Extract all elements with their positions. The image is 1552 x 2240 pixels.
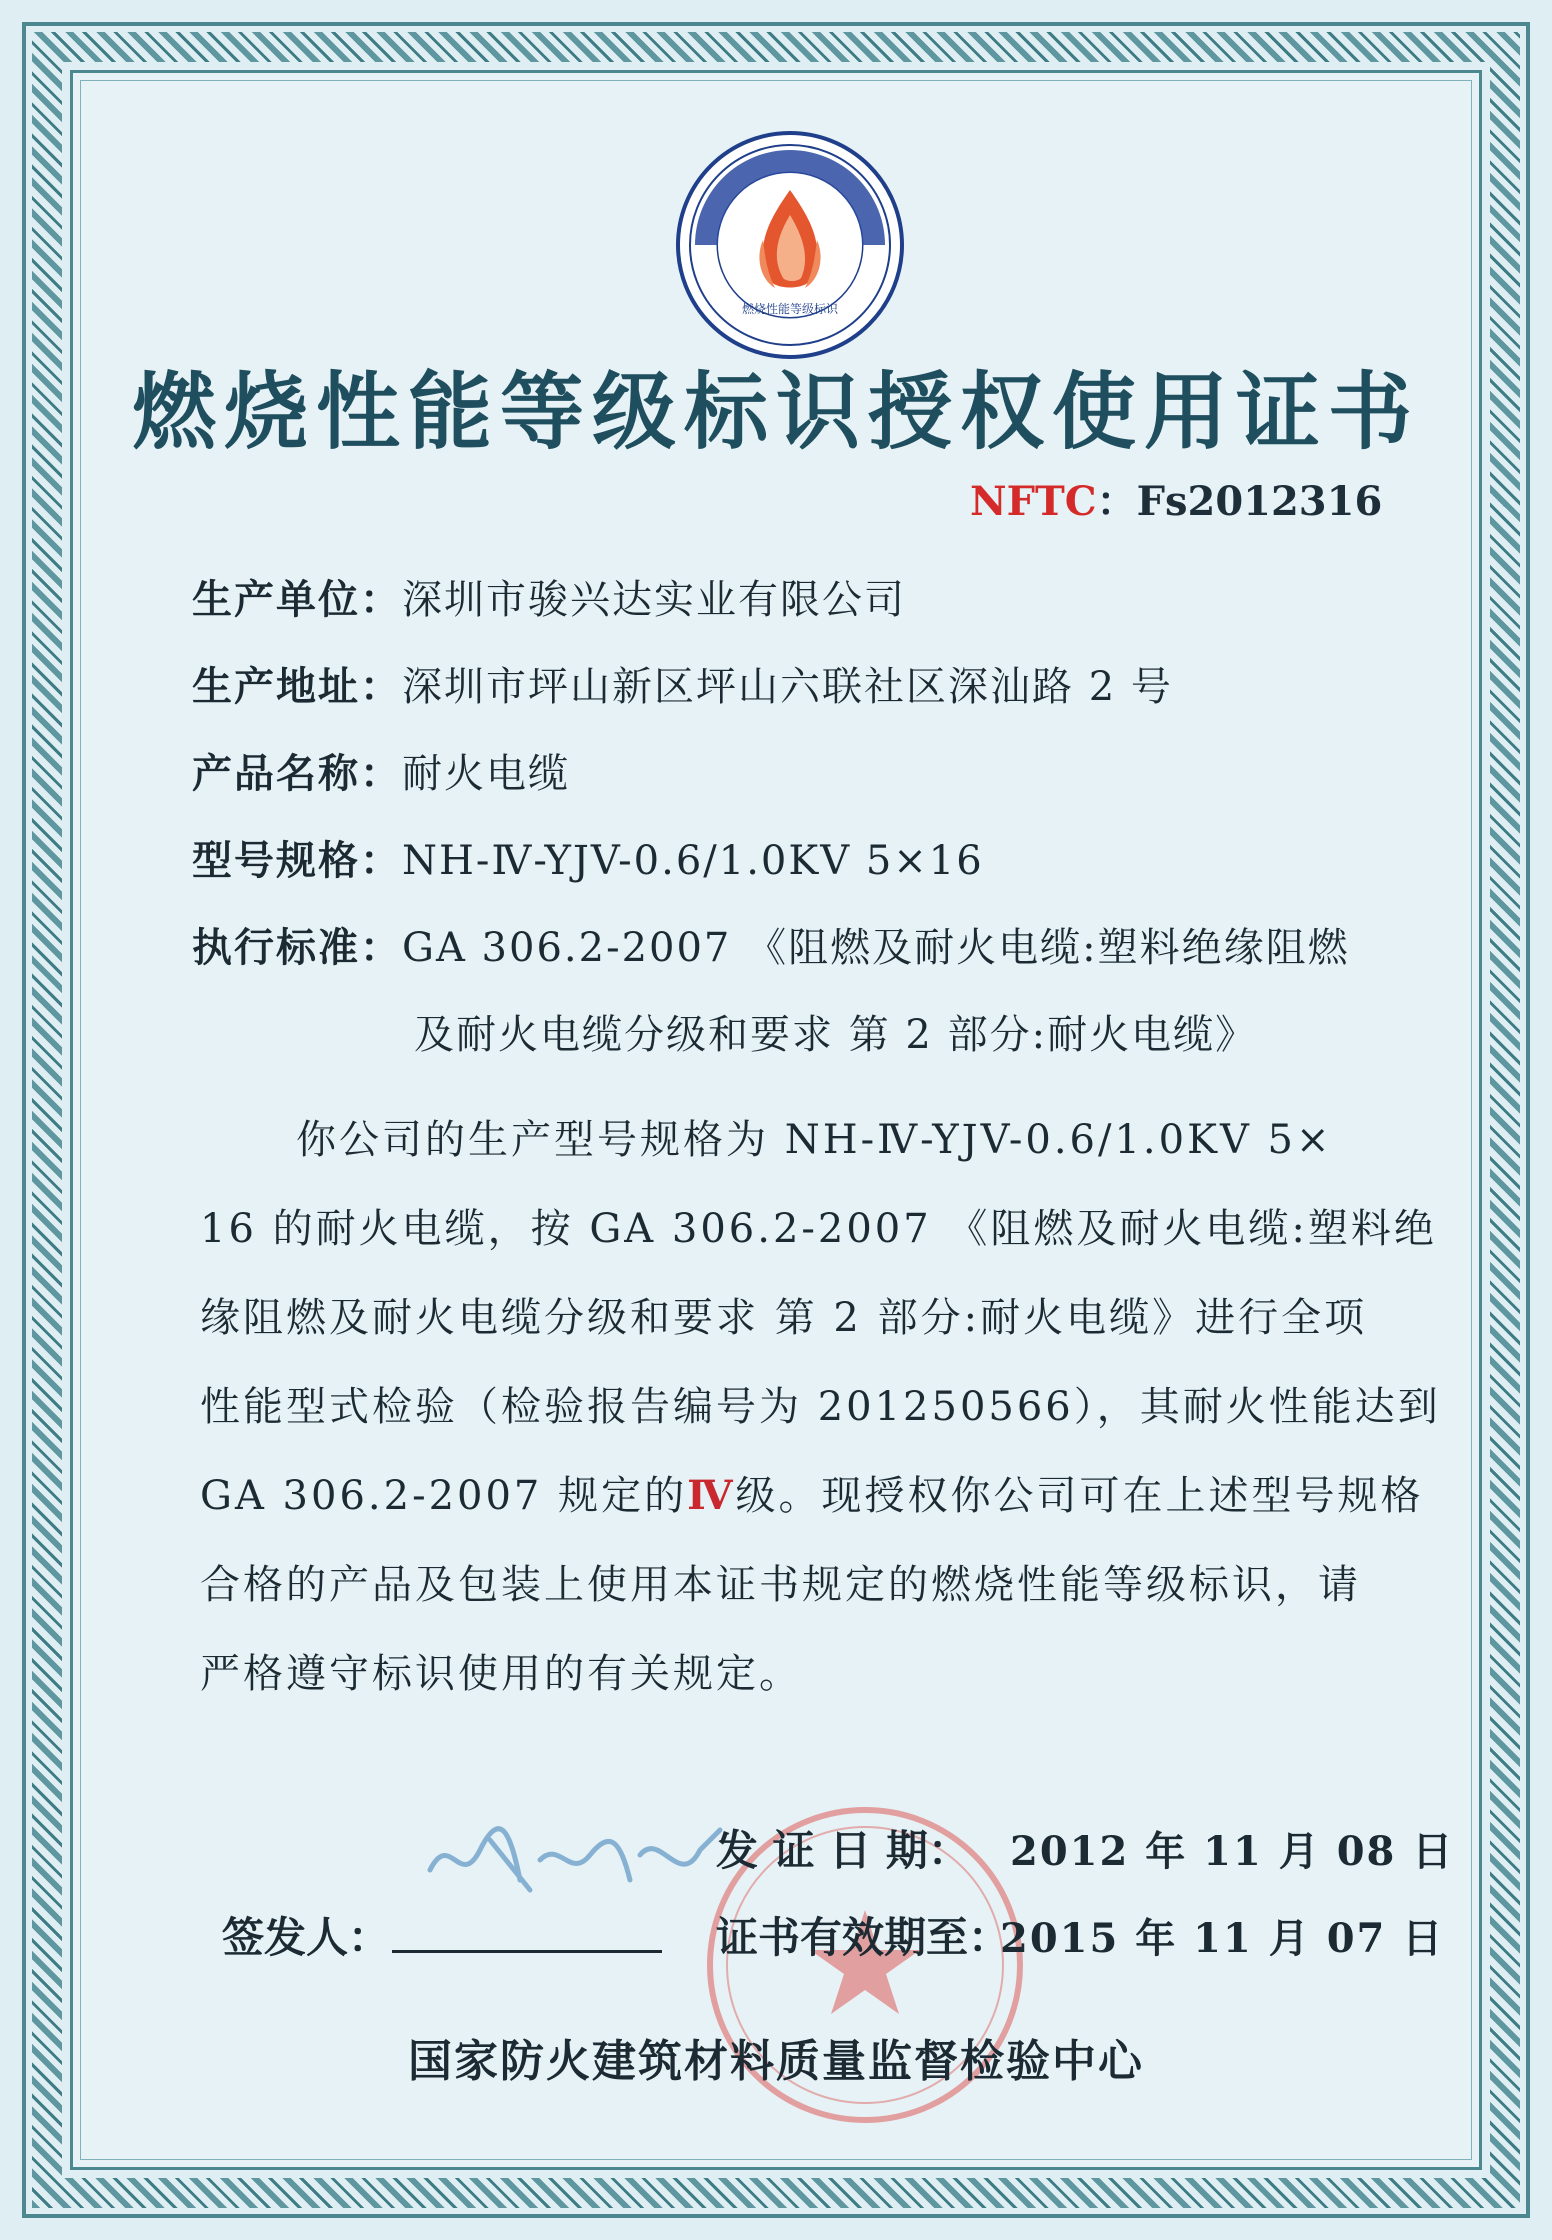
field-product	[192, 742, 570, 799]
body-line-1: 你公司的生产型号规格为 NH-Ⅳ-YJV-0.6/1.0KV 5×	[296, 1117, 1333, 1163]
nftc-seal-logo	[675, 130, 905, 360]
body-line-5-pre: GA 306.2-2007 规定的	[200, 1473, 688, 1519]
seal-bottom-text: 燃烧性能等级标识	[741, 302, 838, 316]
signer-line	[392, 1950, 662, 1953]
field-standard	[192, 916, 1350, 973]
handwritten-signature	[420, 1800, 740, 1910]
field-model-label: 型号规格：	[192, 838, 402, 884]
field-product-label: 产品名称：	[192, 751, 402, 797]
cert-number-value: Fs2012316	[1136, 478, 1383, 525]
cert-number-separator: ：	[1096, 478, 1137, 525]
body-line-3: 缘阻燃及耐火电缆分级和要求 第 2 部分:耐火电缆》进行全项	[200, 1295, 1368, 1341]
certificate-number	[970, 470, 1382, 527]
field-producer-value: 深圳市骏兴达实业有限公司	[402, 577, 906, 623]
cert-number-prefix: NFTC	[970, 478, 1097, 525]
issuing-authority: 国家防火建筑材料质量监督检验中心	[408, 2036, 1144, 2087]
body-line-6: 合格的产品及包装上使用本证书规定的燃烧性能等级标识，请	[200, 1562, 1361, 1608]
field-producer	[192, 568, 906, 625]
body-line-5-post: 级。现授权你公司可在上述型号规格	[735, 1473, 1424, 1519]
issue-date-label: 发 证 日 期：	[716, 1826, 970, 1875]
field-address	[192, 655, 1173, 712]
field-model	[192, 829, 984, 886]
field-model-value: NH-Ⅳ-YJV-0.6/1.0KV 5×16	[402, 838, 984, 884]
field-address-label: 生产地址：	[192, 664, 402, 710]
field-product-value: 耐火电缆	[402, 751, 570, 797]
expiry-date-label: 证书有效期至：	[716, 1913, 1011, 1962]
field-standard-label: 执行标准：	[192, 925, 402, 971]
signer-label: 签发人：	[222, 1913, 391, 1962]
body-line-5	[200, 1464, 1424, 1521]
expiry-date-value: 2015 年 11 月 07 日	[1000, 1915, 1445, 1962]
field-address-value: 深圳市坪山新区坪山六联社区深汕路 2 号	[402, 664, 1173, 710]
field-producer-label: 生产单位：	[192, 577, 402, 623]
field-standard-value-line2: 及耐火电缆分级和要求 第 2 部分:耐火电缆》	[414, 1012, 1258, 1058]
body-line-7: 严格遵守标识使用的有关规定。	[200, 1651, 802, 1697]
body-line-2: 16 的耐火电缆，按 GA 306.2-2007 《阻燃及耐火电缆:塑料绝	[200, 1206, 1437, 1252]
issue-date-value: 2012 年 11 月 08 日	[1010, 1828, 1455, 1875]
body-line-4: 性能型式检验（检验报告编号为 201250566），其耐火性能达到	[200, 1384, 1441, 1430]
field-standard-value-line1: GA 306.2-2007 《阻燃及耐火电缆:塑料绝缘阻燃	[402, 925, 1350, 971]
certificate-title: 燃烧性能等级标识授权使用证书	[131, 363, 1420, 461]
grade-highlight: Ⅳ	[687, 1472, 736, 1519]
